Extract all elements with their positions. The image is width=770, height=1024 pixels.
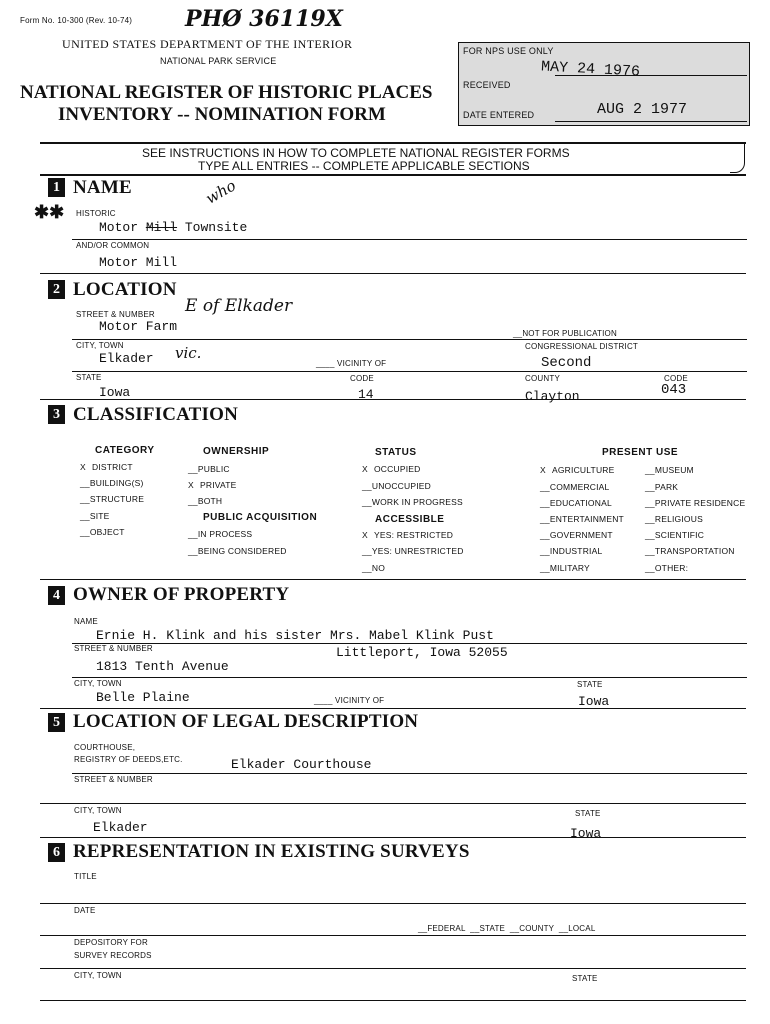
service: NATIONAL PARK SERVICE <box>160 56 277 66</box>
legal-city-label: CITY, TOWN <box>74 806 122 815</box>
present-use-header: PRESENT USE <box>602 447 679 458</box>
county-code-label: CODE <box>664 374 688 383</box>
legal-state-value: Iowa <box>570 826 602 841</box>
instructions-top-rule <box>40 142 746 144</box>
legal-street-rule <box>40 803 746 804</box>
section-1-bottom-rule <box>40 273 746 274</box>
owner-city-value: Belle Plaine <box>96 690 190 705</box>
courthouse-label-1: COURTHOUSE, <box>74 743 136 752</box>
ownership-option: X PRIVATE <box>188 480 237 490</box>
section-4-title: OWNER OF PROPERTY <box>73 584 290 605</box>
historic-value: Motor Mill Townsite <box>99 220 248 235</box>
instructions-line1: SEE INSTRUCTIONS IN HOW TO COMPLETE NATIONAL REGISTER FORMS <box>142 146 570 160</box>
city-label: CITY, TOWN <box>76 341 124 350</box>
courthouse-label-2: REGISTRY OF DEEDS,ETC. <box>74 755 183 764</box>
survey-levels: __FEDERAL __STATE __COUNTY __LOCAL <box>418 924 596 933</box>
street-value: Motor Farm <box>99 319 178 334</box>
section-6-bottom-rule <box>40 1000 746 1001</box>
owner-name-rule <box>72 643 747 644</box>
state-code-value: 14 <box>358 387 374 402</box>
owner-street-rule <box>72 677 747 678</box>
historic-label: HISTORIC <box>76 209 116 218</box>
section-3-number: 3 <box>48 405 65 424</box>
acquisition-option: __BEING CONSIDERED <box>188 546 287 556</box>
category-option: X DISTRICT <box>80 462 133 472</box>
department: UNITED STATES DEPARTMENT OF THE INTERIOR <box>62 37 353 51</box>
owner-street-label: STREET & NUMBER <box>74 644 153 653</box>
date-entered-stamp: AUG 2 1977 <box>597 101 688 118</box>
status-option: X OCCUPIED <box>362 464 421 474</box>
street-handwritten-note: E of Elkader <box>185 296 293 316</box>
ownership-option: __PUBLIC <box>188 464 230 474</box>
depository-label-2: SURVEY RECORDS <box>74 951 152 960</box>
owner-state-label: STATE <box>577 680 603 689</box>
section-2-title: LOCATION <box>73 279 177 300</box>
category-option: __STRUCTURE <box>80 494 145 504</box>
entered-line <box>555 121 747 122</box>
city-handwritten-note: vic. <box>175 344 202 362</box>
bracket-decoration <box>730 144 745 173</box>
legal-city-value: Elkader <box>93 820 148 835</box>
use-option: __MILITARY <box>540 563 590 573</box>
owner-name-value: Ernie H. Klink and his sister Mrs. Mabel Klink Pust <box>96 628 494 643</box>
owner-city-label: CITY, TOWN <box>74 679 122 688</box>
survey-date-label: DATE <box>74 906 96 915</box>
use-option: __EDUCATIONAL <box>540 498 612 508</box>
legal-state-label: STATE <box>575 809 601 818</box>
handwritten-note-who: who <box>202 176 239 208</box>
county-label: COUNTY <box>525 374 560 383</box>
county-value: Clayton <box>525 389 580 404</box>
use-option: __SCIENTIFIC <box>645 530 705 540</box>
status-option: __WORK IN PROGRESS <box>362 497 463 507</box>
courthouse-rule <box>72 773 747 774</box>
form-title-line1: NATIONAL REGISTER OF HISTORIC PLACES <box>20 82 433 103</box>
use-option: __PARK <box>645 482 679 492</box>
accessible-option: X YES: RESTRICTED <box>362 530 454 540</box>
congressional-district-label: CONGRESSIONAL DISTRICT <box>525 342 639 351</box>
category-option: __OBJECT <box>80 527 125 537</box>
received-line <box>555 75 747 76</box>
state-code-label: CODE <box>350 374 374 383</box>
street-rule <box>72 339 747 340</box>
use-option: __GOVERNMENT <box>540 530 613 540</box>
use-option: __RELIGIOUS <box>645 514 703 524</box>
use-option: __OTHER: <box>645 563 689 573</box>
survey-city-label: CITY, TOWN <box>74 971 122 980</box>
category-header: CATEGORY <box>95 445 155 456</box>
common-value: Motor Mill <box>99 255 178 270</box>
accessible-header: ACCESSIBLE <box>375 514 445 525</box>
use-option: X AGRICULTURE <box>540 465 615 475</box>
section-4-bottom-rule <box>40 708 746 709</box>
state-value: Iowa <box>99 385 131 400</box>
acquisition-option: __IN PROCESS <box>188 529 253 539</box>
state-label: STATE <box>76 373 102 382</box>
section-5-number: 5 <box>48 713 65 732</box>
street-label: STREET & NUMBER <box>76 310 155 319</box>
section-4-number: 4 <box>48 586 65 605</box>
common-label: AND/OR COMMON <box>76 241 150 250</box>
section-2-number: 2 <box>48 280 65 299</box>
city-value: Elkader <box>99 351 154 366</box>
courthouse-value: Elkader Courthouse <box>231 757 372 772</box>
ownership-header: OWNERSHIP <box>203 446 270 457</box>
use-option: __PRIVATE RESIDENCE <box>645 498 746 508</box>
accessible-option: __YES: UNRESTRICTED <box>362 546 464 556</box>
category-option: __SITE <box>80 511 110 521</box>
section-5-bottom-rule <box>40 837 746 838</box>
asterisk-mark: ✱✱ <box>34 202 65 222</box>
section-6-number: 6 <box>48 843 65 862</box>
legal-street-label: STREET & NUMBER <box>74 775 153 784</box>
owner-address2: Littleport, Iowa 52055 <box>336 645 508 660</box>
status-header: STATUS <box>375 447 417 458</box>
instructions-line2: TYPE ALL ENTRIES -- COMPLETE APPLICABLE SECTIONS <box>198 159 530 173</box>
received-date-stamp: MAY 24 1976 <box>540 58 641 81</box>
form-title-line2: INVENTORY -- NOMINATION FORM <box>58 104 386 125</box>
section-2-bottom-rule <box>40 399 746 400</box>
nps-use-box <box>458 42 750 126</box>
use-option: __ENTERTAINMENT <box>540 514 624 524</box>
section-5-title: LOCATION OF LEGAL DESCRIPTION <box>73 711 419 732</box>
date-entered-label: DATE ENTERED <box>463 110 535 120</box>
section-1-number: 1 <box>48 178 65 197</box>
survey-title-label: TITLE <box>74 872 97 881</box>
instructions-bottom-rule <box>40 174 746 176</box>
received-label: RECEIVED <box>463 80 511 90</box>
owner-state-value: Iowa <box>578 694 610 709</box>
category-option: __BUILDING(S) <box>80 478 144 488</box>
public-acquisition-header: PUBLIC ACQUISITION <box>203 512 318 523</box>
section-3-title: CLASSIFICATION <box>73 404 239 425</box>
owner-vicinity-label: ____ VICINITY OF <box>314 696 385 705</box>
survey-date-rule <box>40 935 746 936</box>
not-for-publication: __NOT FOR PUBLICATION <box>513 329 617 338</box>
nps-box-label: FOR NPS USE ONLY <box>463 46 554 56</box>
section-1-title: NAME <box>73 177 132 198</box>
survey-state-label: STATE <box>572 974 598 983</box>
historic-rule <box>72 239 747 240</box>
depository-label-1: DEPOSITORY FOR <box>74 938 148 947</box>
section-6-title: REPRESENTATION IN EXISTING SURVEYS <box>73 841 470 862</box>
depository-rule <box>40 968 746 969</box>
county-code-value: 043 <box>661 382 687 398</box>
use-option: __MUSEUM <box>645 465 694 475</box>
survey-title-rule <box>40 903 746 904</box>
owner-street-value: 1813 Tenth Avenue <box>96 659 229 674</box>
section-3-bottom-rule <box>40 579 746 580</box>
use-option: __TRANSPORTATION <box>645 546 735 556</box>
form-number: Form No. 10-300 (Rev. 10-74) <box>20 16 133 25</box>
city-rule <box>72 371 747 372</box>
accessible-option: __NO <box>362 563 386 573</box>
use-option: __INDUSTRIAL <box>540 546 603 556</box>
status-option: __UNOCCUPIED <box>362 481 432 491</box>
use-option: __COMMERCIAL <box>540 482 610 492</box>
ownership-option: __BOTH <box>188 496 223 506</box>
district-value: Second <box>541 355 592 371</box>
owner-name-label: NAME <box>74 617 98 626</box>
handwritten-id: PHØ 36119X <box>185 6 343 32</box>
vicinity-label: ____ VICINITY OF <box>316 359 387 368</box>
